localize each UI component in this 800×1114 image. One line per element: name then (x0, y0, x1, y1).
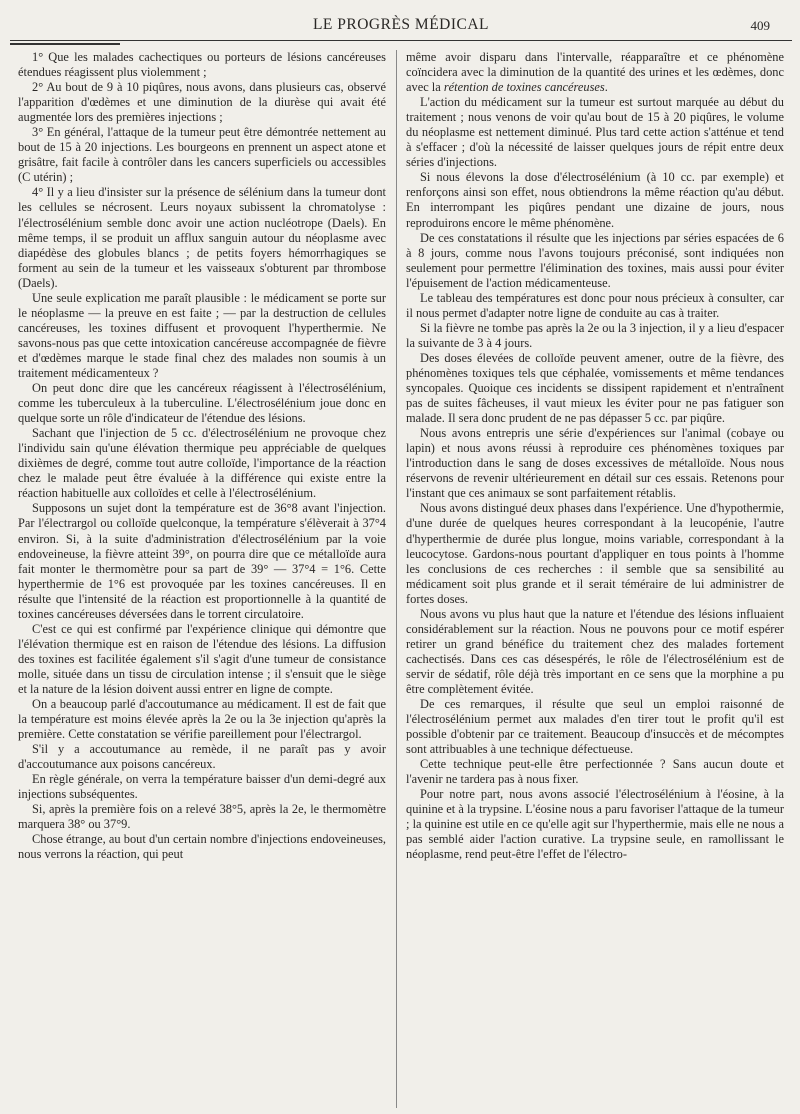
right-column (406, 50, 784, 1108)
italic-text: rétention de toxines cancéreuses (443, 80, 605, 95)
paragraph: 3° En général, l'attaque de la tumeur peut être démontrée nettement au bout de 15 à 20 injections. Les bourgeons en prennent un aspect atone et grisâtre, fait facile à contrôler dans les cancers superficiels ou accessibles (C utérin) ; (18, 125, 386, 185)
paragraph: 1° Que les malades cachectiques ou porteurs de lésions cancéreuses étendues réagissent plus violemment ; (18, 50, 386, 80)
paragraph: L'action du médicament sur la tumeur est surtout marquée au début du traitement ; nous venons de voir qu'au bout de 15 à 20 piqûres, le volume du néoplasme est nettement diminué. Plus tard cette action s'atténue et tend à s'effacer ; d'où la nécessité de laisser quelques jours de répit entre deux séries d'injections. (406, 95, 784, 170)
header-rule-thick (10, 43, 120, 45)
paragraph: Chose étrange, au bout d'un certain nombre d'injections endoveineuses, nous verrons la réaction, qui peut (18, 832, 386, 862)
column-divider (396, 50, 397, 1108)
journal-title: LE PROGRÈS MÉDICAL (312, 16, 490, 33)
paragraph: Supposons un sujet dont la température est de 36°8 avant l'injection. Par l'électrargol ou colloïde quelconque, la température s'élèverait à 37°4 environ. Si, à la suite d'administration d'électrosélénium par la voie endoveineuse, la fièvre atteint 39°, on pourra dire que ce métalloïde aura fait monter le thermomètre pour sa part de 39° — 37°4 = 1°6. Cette hyperthermie de 1°6 est provoquée par les toxines cancéreuses. Il en résulte que l'intensité de la réaction est proportionnelle à la quantité de toxines cancéreuses déversées dans le torrent circulatoire. (18, 501, 386, 621)
paragraph: En règle générale, on verra la température baisser d'un demi-degré aux injections subséquentes. (18, 772, 386, 802)
page-number: 409 (750, 18, 770, 33)
paragraph: Des doses élevées de colloïde peuvent amener, outre de la fièvre, des phénomènes toxiques tels que céphalée, vomissements et même tendances syncopales. Quoique ces incidents se dissipent rapidement et n'entraînent pas de suites fâcheuses, il vaut mieux les éviter pour ne pas fatiguer son malade. Il sera donc prudent de ne pas dépasser 5 cc. par piqûre. (406, 350, 784, 426)
paragraph: C'est ce qui est confirmé par l'expérience clinique qui démontre que l'élévation thermique est en raison de l'étendue des lésions. La diffusion des toxines est facilitée également s'il s'agit d'une tumeur de consistance molle, située dans un tissu de circulation intense ; il s'ensuit que le siège et la nature de la lésion doivent aussi entrer en ligne de compte. (18, 621, 386, 696)
paragraph: 4° Il y a lieu d'insister sur la présence de sélénium dans la tumeur dont les cellules se nécrosent. Leurs noyaux subissent la chromatolyse : l'électrosélénium semble donc avoir une action nucléotrope (Daels). En même temps, il se produit un afflux sanguin autour du néoplasme avec diapédèse des globules blancs ; de petits foyers hémorrhagiques se forment au sein de la tumeur et les vaisseaux s'obturent par thrombose (Daels). (18, 185, 386, 290)
paragraph: Pour notre part, nous avons associé l'électrosélénium à l'éosine, à la quinine et à la trypsine. L'éosine nous a paru favoriser l'attaque de la tumeur ; la quinine est utile en ce qu'elle agit sur l'hyperthermie, mais elle ne nous a pas semblé aider l'action curative. La trypsine seule, en ramollissant le néoplasme, rend peut-être l'effet de l'électro- (406, 787, 784, 862)
paragraph: Nous avons distingué deux phases dans l'expérience. Une d'hypothermie, d'une durée de quelques heures correspondant à la leucopénie, l'autre d'hyperthermie de durée plus longue, moins variable, correspondant à la leucocytose. Gardons-nous pourtant d'appliquer en tous points à l'homme les conclusions de ces recherches : il semble que sa sensibilité au médicament soit plus grande et il serait téméraire de lui administrer de fortes doses. (406, 501, 784, 606)
paragraph: De ces remarques, il résulte que seul un emploi raisonné de l'électrosélénium permet aux malades d'en tirer tout le profit qu'il est possible d'obtenir par ce traitement. Beaucoup d'insuccès et de mécomptes sont attribuables à une technique défectueuse. (406, 697, 784, 757)
paragraph: 2° Au bout de 9 à 10 piqûres, nous avons, dans plusieurs cas, observé l'apparition d'œdèmes et une diminution de la diurèse qui avait été augmentée lors des premières injections ; (18, 80, 386, 125)
paragraph: Si la fièvre ne tombe pas après la 2e ou la 3 injection, il y a lieu d'espacer la suivante de 3 à 4 jours. (406, 320, 784, 350)
paragraph: On a beaucoup parlé d'accoutumance au médicament. Il est de fait que la température est moins élevée après la 2e ou la 3e injection qu'après la première. Cette constatation se vérifie pareillement pour l'électrargol. (18, 697, 386, 742)
text-run: même avoir disparu dans l'intervalle, réapparaître et ce phénomène coïncidera avec la diminution de la quantité des urines et les œdèmes, donc avec la (406, 50, 784, 95)
paragraph: Le tableau des températures est donc pour nous précieux à consulter, car il nous permet d'adapter notre ligne de conduite au cas à traiter. (406, 290, 784, 320)
paragraph-continued (406, 50, 784, 95)
paragraph: Sachant que l'injection de 5 cc. d'électrosélénium ne provoque chez l'individu sain qu'une élévation thermique peu appréciable de quelques dixièmes de degré, comme tout autre colloïde, l'importance de la réaction chez le malade peut être évaluée à la différence qui existe entre la réaction habituelle aux colloïdes et celle à l'électrosélénium. (18, 426, 386, 501)
paragraph: Nous avons vu plus haut que la nature et l'étendue des lésions influaient considérablement sur la réaction. Nous ne pouvons pour ce motif espérer retirer un grand bénéfice du traitement chez des malades fortement cachectisés. Dans ces cas désespérés, le rôle de l'électrosélénium est de servir de sédatif, rôle déjà très important en ce sens que la morphine a pu être complètement évitée. (406, 606, 784, 696)
left-column (18, 50, 386, 1108)
text-run: . (604, 80, 608, 95)
paragraph: Cette technique peut-elle être perfectionnée ? Sans aucun doute et l'avenir ne tardera pas à nous fixer. (406, 757, 784, 787)
paragraph: Si, après la première fois on a relevé 38°5, après la 2e, le thermomètre marquera 38° ou 37°9. (18, 802, 386, 832)
paragraph: On peut donc dire que les cancéreux réagissent à l'électrosélénium, comme les tuberculeux à la tuberculine. L'électrosélénium joue donc en quelque sorte un rôle d'indicateur de l'étendue des lésions. (18, 381, 386, 426)
paragraph: Si nous élevons la dose d'électrosélénium (à 10 cc. par exemple) et renforçons ainsi son effet, nous obtiendrons la même réaction qu'au début. En interrompant les piqûres pendant une dizaine de jours, nous reproduirons encore le même phénomène. (406, 170, 784, 230)
paragraph: Une seule explication me paraît plausible : le médicament se porte sur le néoplasme — la preuve en est faite ; — par la destruction de cellules cancéreuses, les toxines diffusent et provoquent l'hyperthermie. Ne savons-nous pas que cette intoxication cancéreuse accompagnée de fièvre et d'œdèmes marque le stade final chez des malades non soumis à un traitement médicamenteux ? (18, 290, 386, 380)
paragraph: De ces constatations il résulte que les injections par séries espacées de 6 à 8 jours, comme nous l'avons toujours préconisé, sont indiquées non seulement pour permettre l'élimination des toxines, mais aussi pour éviter l'épuisement de l'action médicamenteuse. (406, 230, 784, 290)
paragraph: Nous avons entrepris une série d'expériences sur l'animal (cobaye ou lapin) et nous avons réussi à reproduire ces phénomènes toxiques par l'introduction dans le sang de doses excessives de métalloïde. Nous nous réservons de revenir ultérieurement en détail sur ces essais. Retenons pour l'instant que ces animaux se sont parfaitement rétablis. (406, 426, 784, 501)
paragraph: S'il y a accoutumance au remède, il ne paraît pas y avoir d'accoutumance aux poisons cancéreux. (18, 742, 386, 772)
running-header (10, 12, 792, 38)
header-rule (10, 40, 792, 41)
